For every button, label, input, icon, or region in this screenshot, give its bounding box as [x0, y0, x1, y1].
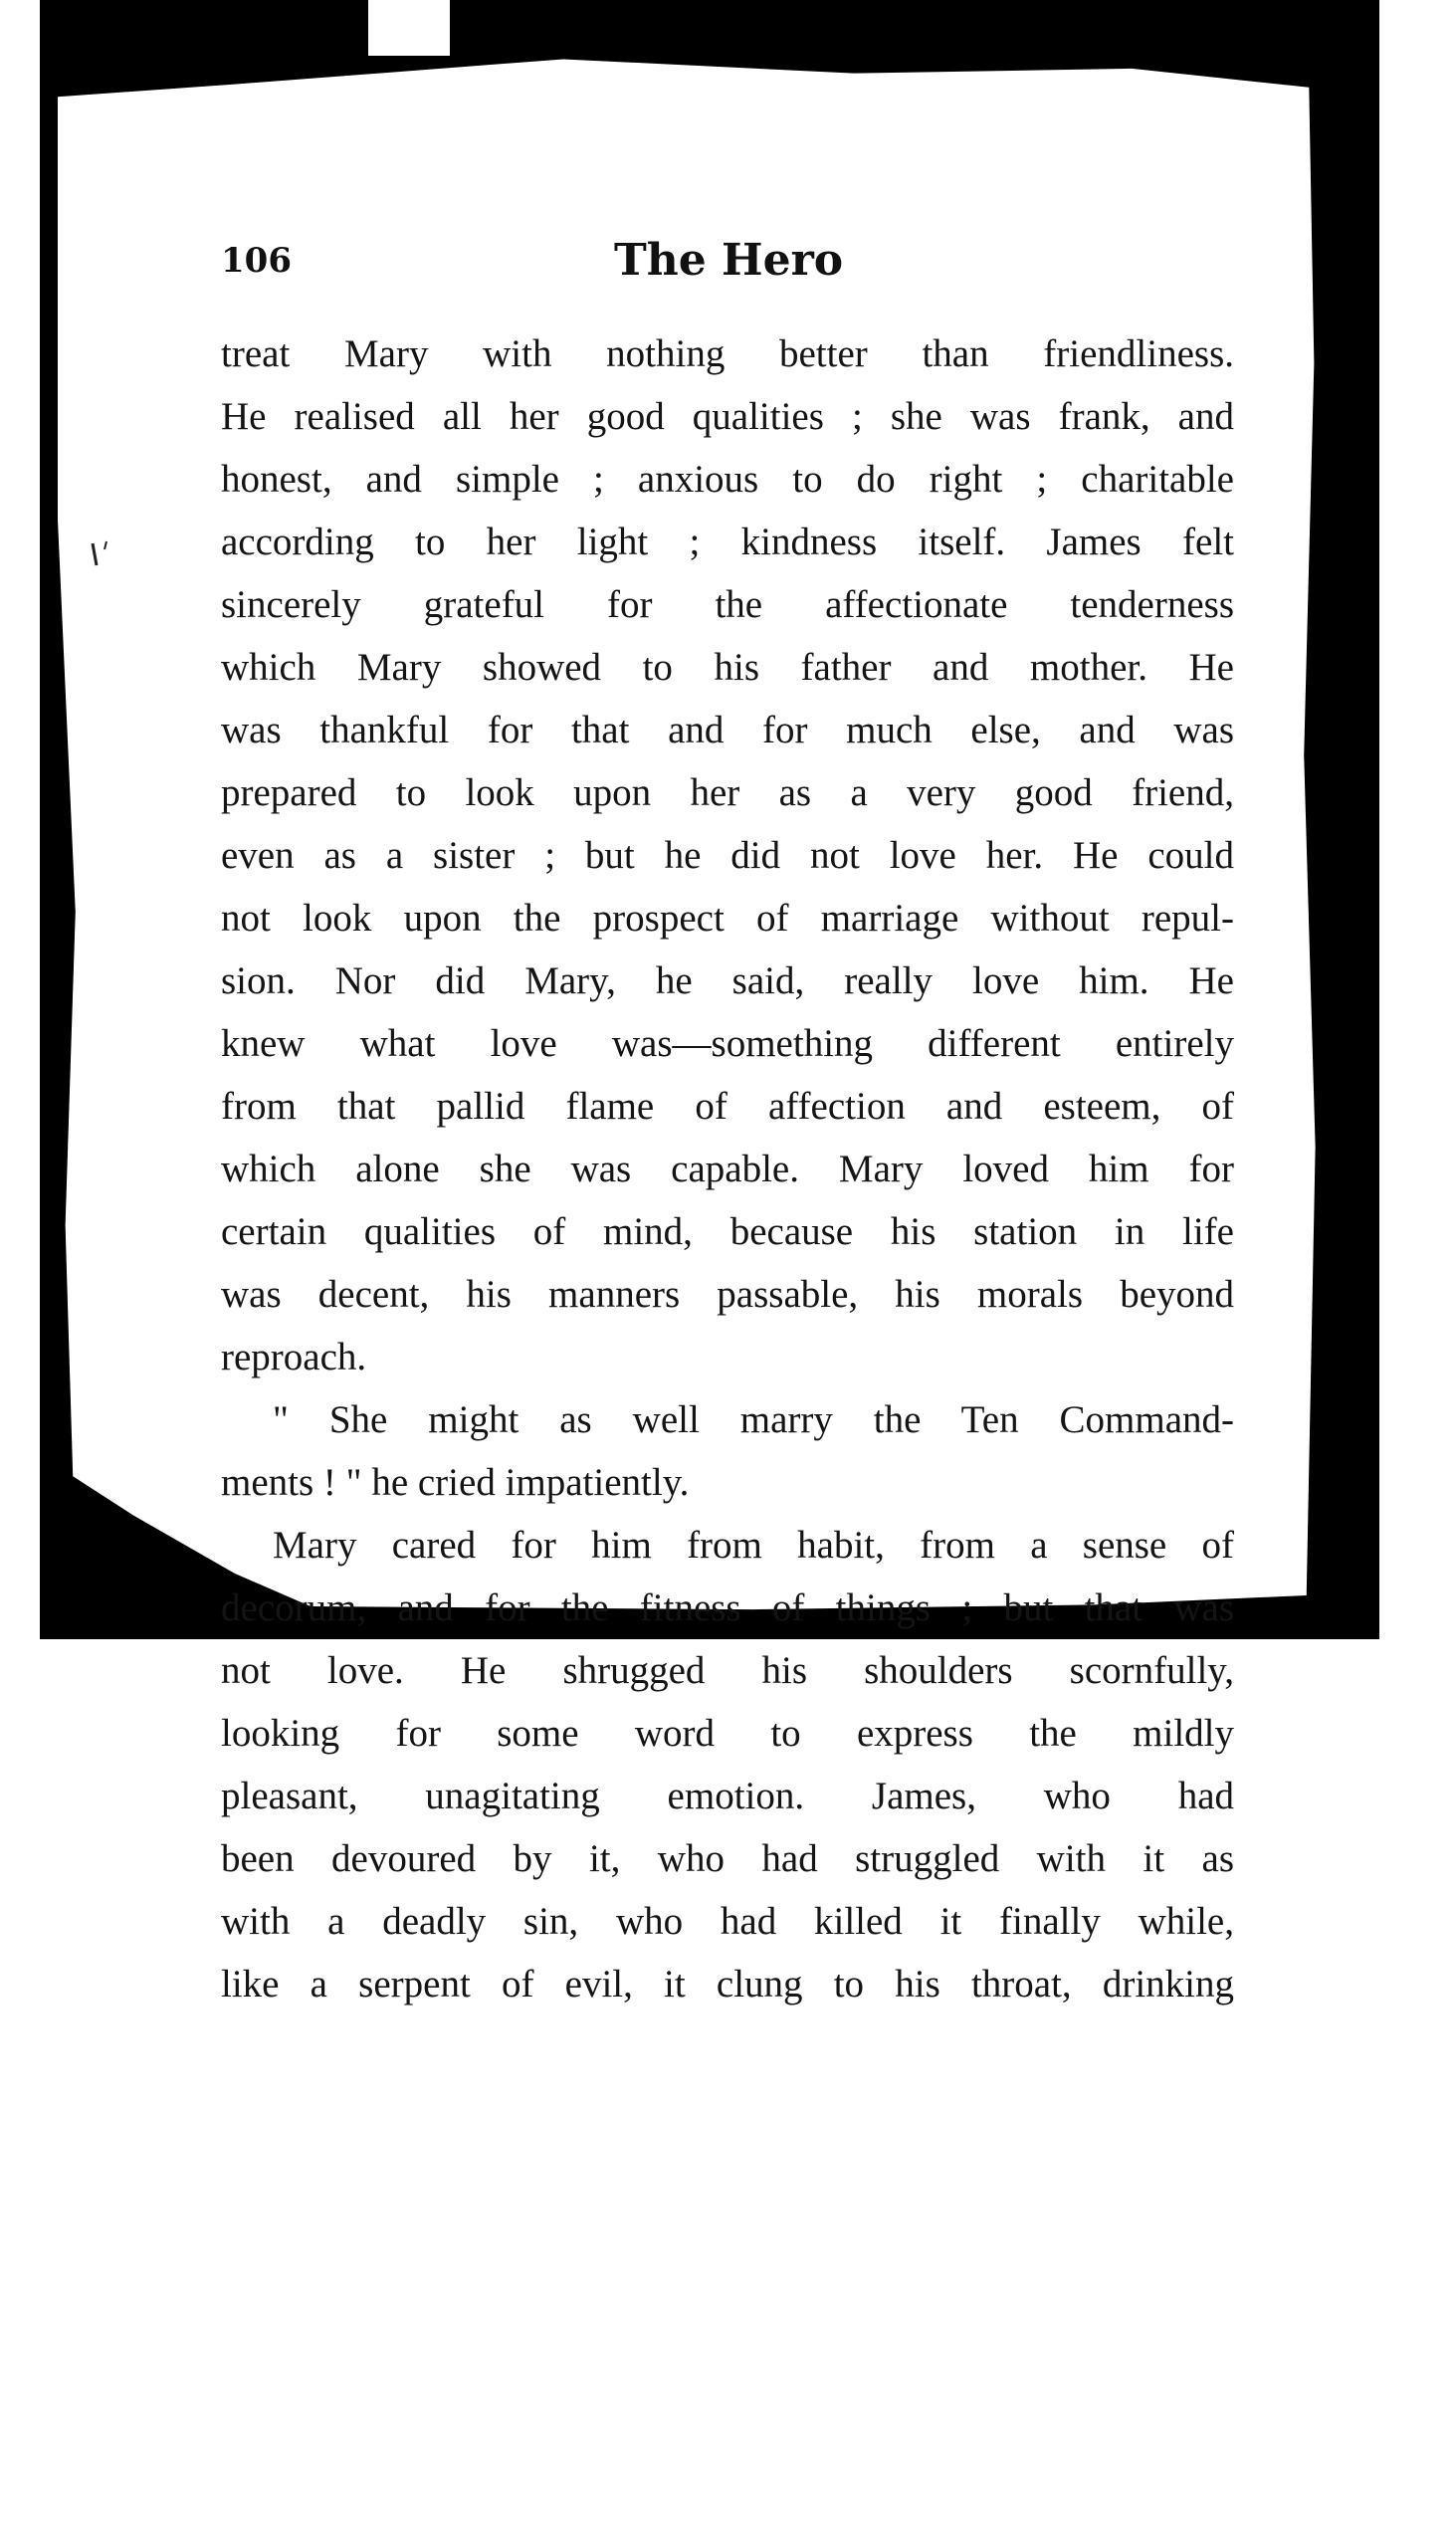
text-line: looking for some word to express the mildly — [221, 1712, 1234, 1755]
text-line: Mary cared for him from habit, from a sense of — [273, 1524, 1234, 1567]
text-line: decorum, and for the fitness of things ; but that was — [221, 1586, 1234, 1629]
text-line: which Mary showed to his father and mother. He — [221, 646, 1234, 689]
text-line: according to her light ; kindness itself. James felt — [221, 521, 1234, 563]
text-line: prepared to look upon her as a very good friend, — [221, 771, 1234, 814]
text-line: reproach. — [221, 1336, 367, 1378]
torn-paper-notch — [368, 0, 450, 56]
text-line: from that pallid flame of affection and esteem, of — [221, 1085, 1234, 1128]
text-line: pleasant, unagitating emotion. James, who had — [221, 1775, 1234, 1817]
running-title: The Hero — [614, 235, 844, 286]
text-line: like a serpent of evil, it clung to his throat, drinking — [221, 1963, 1234, 2005]
text-line: sion. Nor did Mary, he said, really love him. He — [221, 959, 1234, 1002]
text-line: not love. He shrugged his shoulders scornfully, — [221, 1649, 1234, 1692]
text-line: even as a sister ; but he did not love her. He could — [221, 834, 1234, 877]
text-line: treat Mary with nothing better than friendliness. — [221, 332, 1234, 375]
text-line: honest, and simple ; anxious to do right ; charitable — [221, 458, 1234, 501]
text-line: was thankful for that and for much else, and was — [221, 709, 1234, 751]
text-line: knew what love was—something different entirely — [221, 1022, 1234, 1065]
margin-pencil-mark-icon — [90, 539, 111, 567]
text-line: " She might as well marry the Ten Command- — [273, 1398, 1234, 1441]
body-text — [221, 322, 1234, 2015]
page-number: 106 — [221, 241, 292, 281]
text-line: with a deadly sin, who had killed it finally while, — [221, 1900, 1234, 1943]
text-line: ments ! " he cried impatiently. — [221, 1461, 690, 1504]
text-line: He realised all her good qualities ; she was frank, and — [221, 395, 1234, 438]
text-line: not look upon the prospect of marriage without repul- — [221, 897, 1234, 940]
text-line: which alone she was capable. Mary loved him for — [221, 1148, 1234, 1190]
text-line: been devoured by it, who had struggled with it as — [221, 1837, 1234, 1880]
running-head — [221, 235, 1234, 301]
text-line: sincerely grateful for the affectionate tenderness — [221, 583, 1234, 626]
scan-speck — [1279, 1605, 1283, 1615]
text-line: was decent, his manners passable, his morals beyond — [221, 1273, 1234, 1316]
text-line: certain qualities of mind, because his station in life — [221, 1210, 1234, 1253]
